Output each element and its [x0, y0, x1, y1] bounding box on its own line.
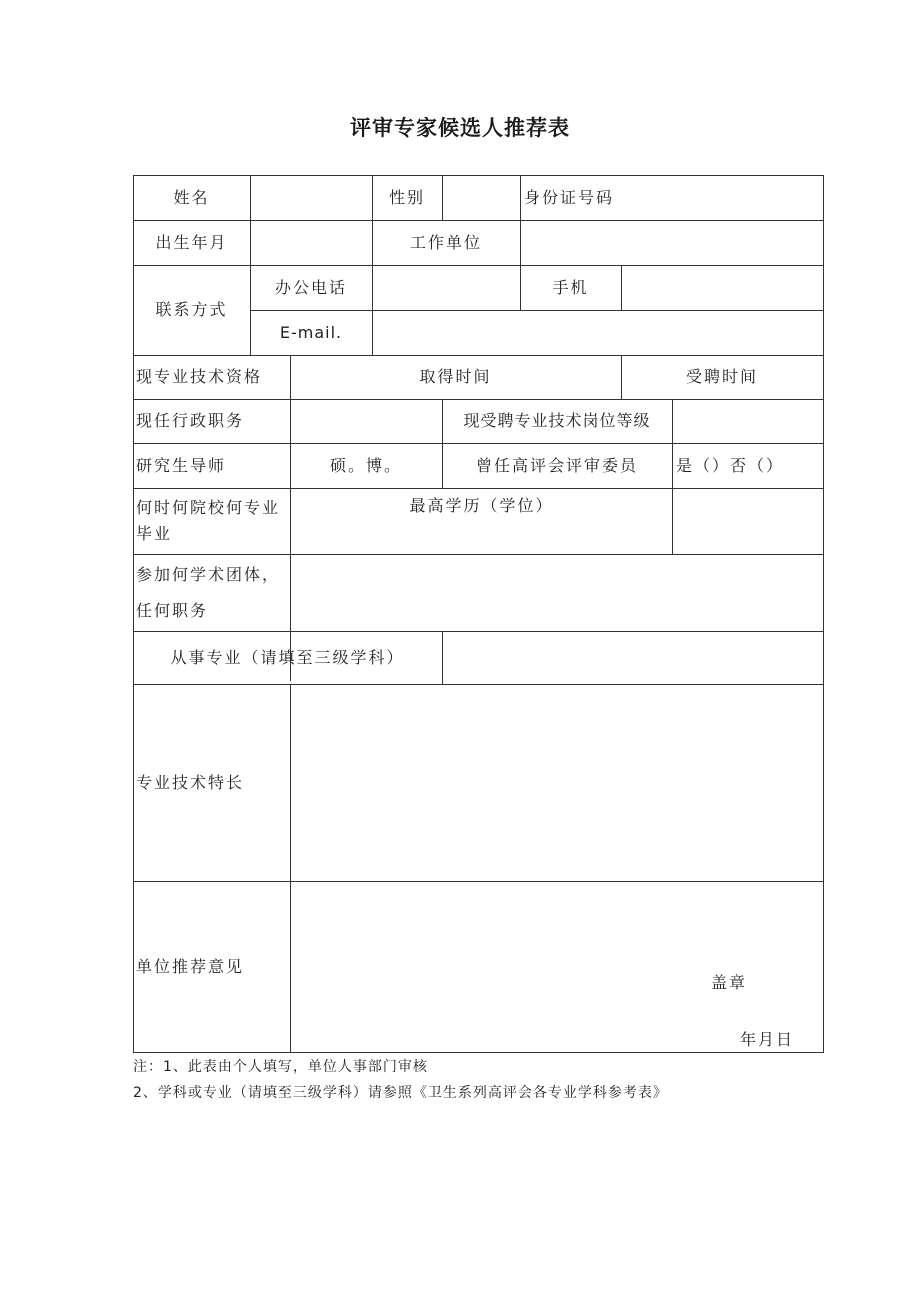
tech-qualification-label: 现专业技术资格 [136, 367, 263, 387]
date-label: 年月日 [740, 1030, 795, 1050]
mobile-label: 手机 [552, 277, 589, 297]
supervisor-value[interactable]: 硕。博。 [329, 455, 402, 475]
name-field[interactable] [251, 176, 372, 220]
obtain-time-label: 取得时间 [419, 367, 492, 387]
seal-label: 盖章 [711, 973, 748, 993]
supervisor-label: 研究生导师 [136, 455, 227, 475]
mobile-field[interactable] [622, 266, 823, 310]
hire-time-label: 受聘时间 [685, 367, 758, 387]
name-label: 姓名 [173, 187, 210, 207]
specialty-field[interactable] [443, 632, 823, 684]
email-field[interactable] [373, 311, 823, 355]
office-phone-field[interactable] [373, 266, 520, 310]
admin-post-label: 现任行政职务 [136, 411, 245, 431]
academic-groups-label: 参加何学术团体，任何职务 [136, 565, 281, 620]
email-label: E-mail. [279, 322, 343, 342]
tech-post-grade-field[interactable] [673, 400, 823, 443]
id-number-label: 身份证号码 [524, 187, 615, 207]
specialty-label: 从事专业（请填至三级学科） [170, 647, 405, 667]
employer-label: 工作单位 [409, 232, 482, 252]
admin-post-field[interactable] [291, 400, 442, 443]
birth-date-label: 出生年月 [155, 232, 228, 252]
recommendation-label: 单位推荐意见 [136, 956, 245, 976]
birth-date-field[interactable] [251, 221, 372, 265]
highest-degree-label: 最高学历（学位） [409, 496, 554, 515]
gender-field[interactable] [443, 176, 520, 220]
contact-label: 联系方式 [155, 300, 228, 320]
highest-degree-field[interactable] [673, 489, 823, 554]
office-phone-label: 办公电话 [274, 277, 347, 297]
expertise-field[interactable] [291, 685, 823, 881]
graduation-label: 何时何院校何专业毕业 [136, 498, 281, 543]
gender-label: 性别 [388, 187, 425, 207]
expertise-label: 专业技术特长 [136, 772, 245, 792]
note-line-1: 注：1、此表由个人填写，单位人事部门审核 [133, 1059, 428, 1075]
yes-no-choice[interactable]: 是（）否（） [676, 455, 785, 475]
form-title: 评审专家候选人推荐表 [350, 116, 570, 140]
note-line-2: 2、学科或专业（请填至三级学科）请参照《卫生系列高评会各专业学科参考表》 [133, 1085, 668, 1101]
tech-post-grade-label: 现受聘专业技术岗位等级 [463, 411, 651, 431]
academic-groups-field[interactable] [291, 555, 823, 631]
past-committee-label: 曾任高评会评审委员 [475, 455, 638, 475]
employer-field[interactable] [521, 221, 823, 265]
